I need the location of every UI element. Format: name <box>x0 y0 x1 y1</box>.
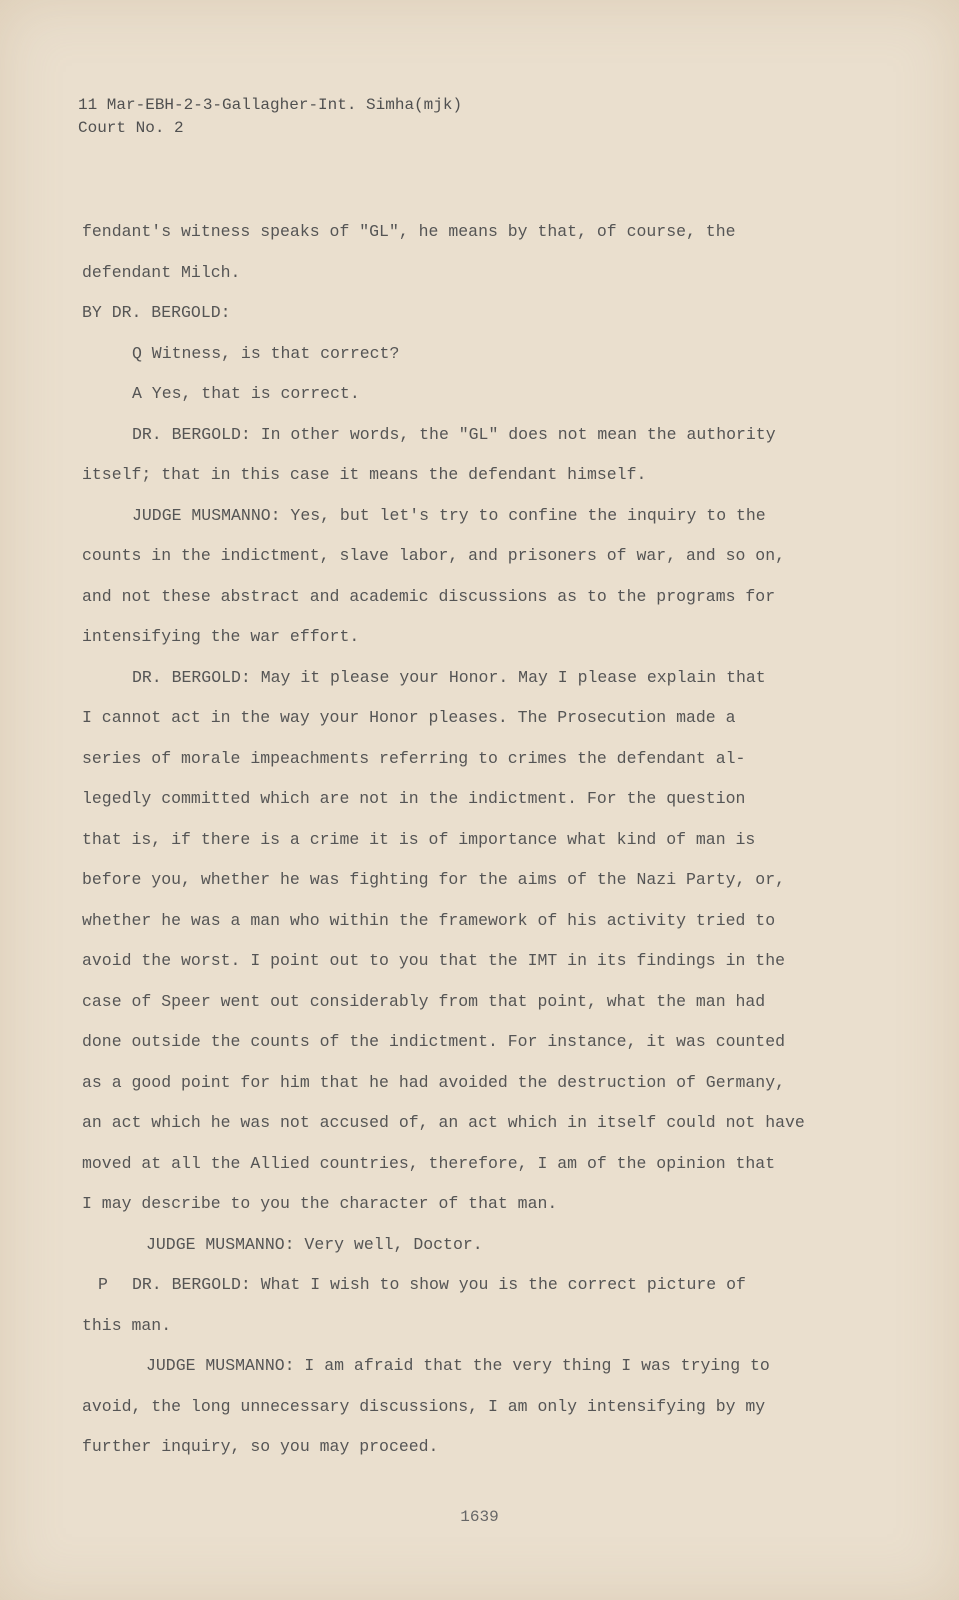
transcript-line: JUDGE MUSMANNO: I am afraid that the very thing I was trying to <box>146 1356 770 1375</box>
transcript-line: counts in the indictment, slave labor, and prisoners of war, and so on, <box>82 546 786 565</box>
header-court: Court No. 2 <box>78 119 184 137</box>
transcript-line: that is, if there is a crime it is of importance what kind of man is <box>82 829 756 849</box>
transcript-line: further inquiry, so you may proceed. <box>82 1437 439 1456</box>
margin-mark: P <box>98 1275 108 1294</box>
transcript-line: fendant's witness speaks of "GL", he means by that, of course, the <box>82 222 736 241</box>
transcript-line: and not these abstract and academic discussions as to the programs for <box>82 586 776 606</box>
transcript-line: an act which he was not accused of, an act which in itself could not have <box>82 1113 805 1132</box>
transcript-line: I may describe to you the character of that man. <box>82 1194 558 1213</box>
transcript-line: whether he was a man who within the framework of his activity tried to <box>82 910 776 930</box>
transcript-line: JUDGE MUSMANNO: Yes, but let's try to confine the inquiry to the <box>132 505 766 525</box>
question-line: Q Witness, is that correct? <box>132 343 400 363</box>
transcript-line: itself; that in this case it means the defendant himself. <box>82 465 647 484</box>
examiner-heading: BY DR. BERGOLD: <box>82 303 231 322</box>
transcript-line: DR. BERGOLD: In other words, the "GL" does not mean the authority <box>132 424 776 444</box>
transcript-line: moved at all the Allied countries, therefore, I am of the opinion that <box>82 1153 776 1173</box>
transcript-line: this man. <box>82 1315 172 1335</box>
transcript-line: done outside the counts of the indictment. For instance, it was counted <box>82 1032 786 1051</box>
transcript-line: avoid the worst. I point out to you that the IMT in its findings in the <box>82 951 786 970</box>
answer-line: A Yes, that is correct. <box>132 384 360 403</box>
transcript-line: defendant Milch. <box>82 262 241 282</box>
transcript-line: series of morale impeachments referring to crimes the defendant al- <box>82 748 746 768</box>
header-reference: 11 Mar-EBH-2-3-Gallagher-Int. Simha(mjk) <box>78 96 463 114</box>
transcript-line: DR. BERGOLD: May it please your Honor. May I please explain that <box>132 667 766 687</box>
transcript-line: avoid, the long unnecessary discussions, I am only intensifying by my <box>82 1396 766 1416</box>
page-number: 1639 <box>460 1508 499 1526</box>
transcript-line: as a good point for him that he had avoided the destruction of Germany, <box>82 1072 786 1092</box>
transcript-line: before you, whether he was fighting for the aims of the Nazi Party, or, <box>82 870 786 889</box>
document-header <box>78 94 462 140</box>
transcript-line: intensifying the war effort. <box>82 627 360 646</box>
transcript-line: DR. BERGOLD: What I wish to show you is the correct picture of <box>132 1275 746 1294</box>
transcript-line: I cannot act in the way your Honor pleases. The Prosecution made a <box>82 708 736 727</box>
transcript-body <box>82 212 842 1468</box>
transcript-line: JUDGE MUSMANNO: Very well, Doctor. <box>146 1234 483 1254</box>
transcript-line: legedly committed which are not in the indictment. For the question <box>82 789 746 808</box>
transcript-line: case of Speer went out considerably from that point, what the man had <box>82 991 766 1011</box>
